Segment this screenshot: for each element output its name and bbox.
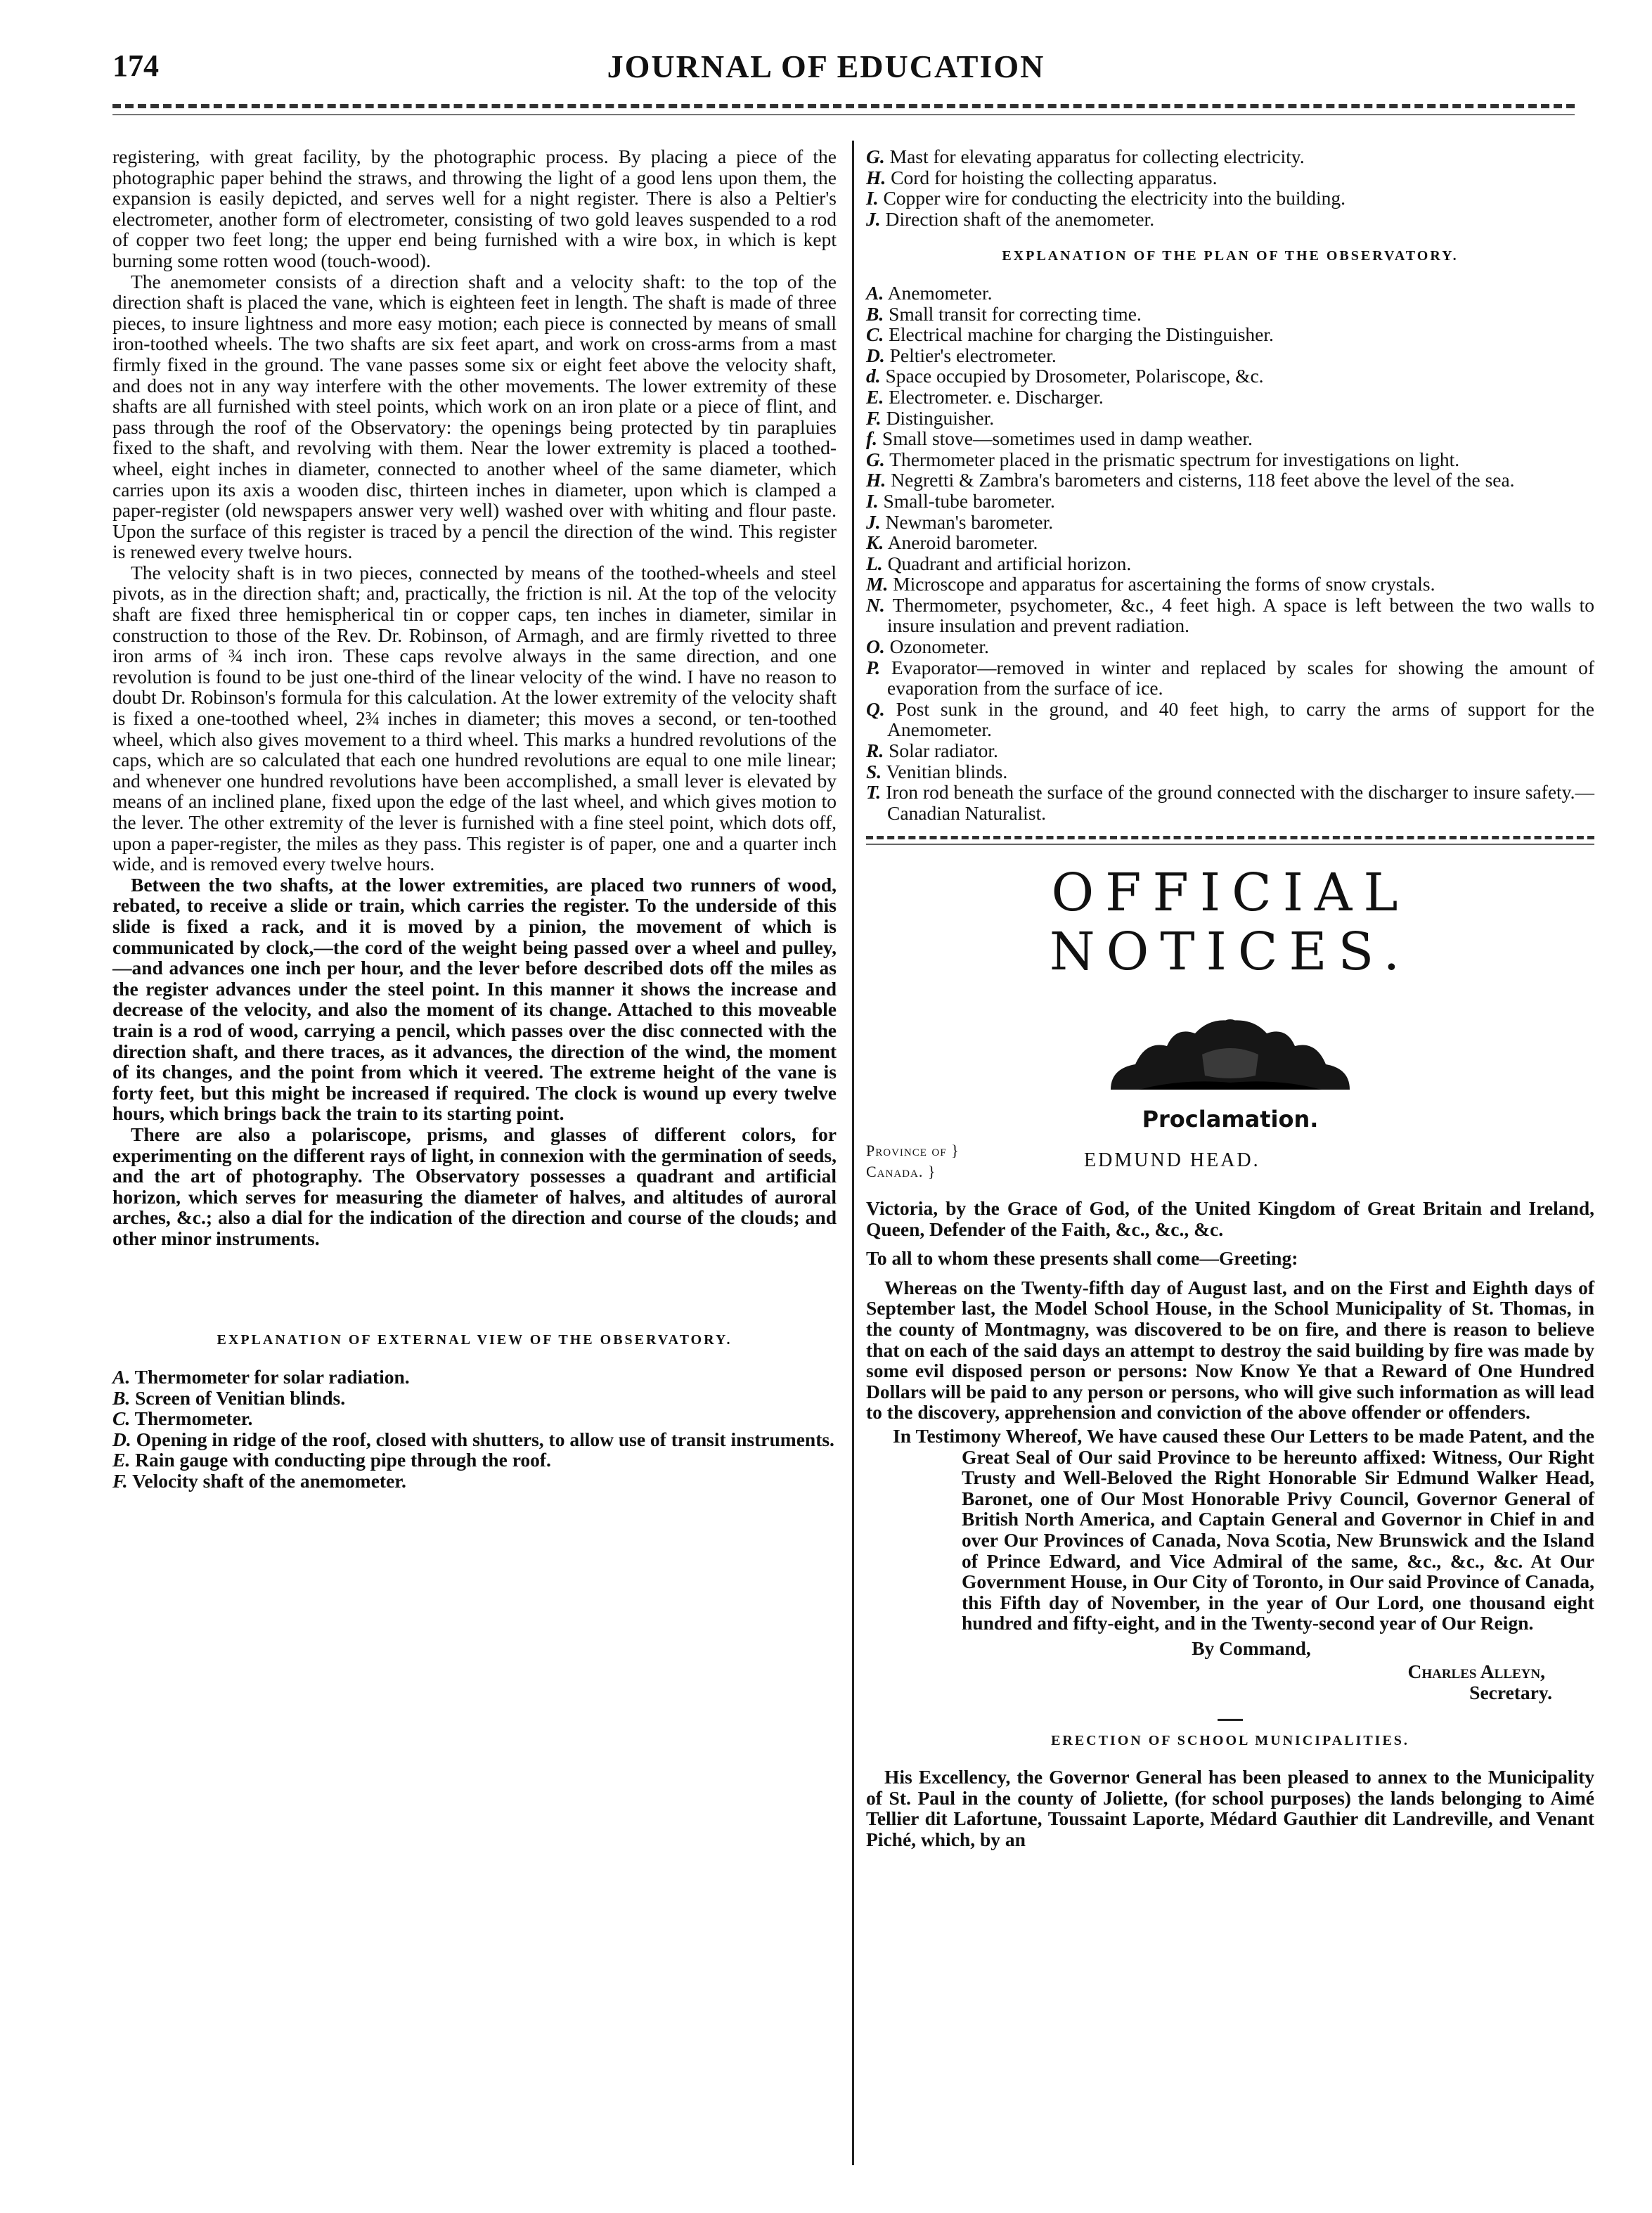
section-rule-thin xyxy=(866,844,1594,845)
legend-item: B. Small transit for correcting time. xyxy=(866,302,1142,325)
legend-item: D. Peltier's electrometer. xyxy=(866,344,1057,366)
external-view-legend xyxy=(112,1367,837,1492)
legend-item: I. Small-tube barometer. xyxy=(866,489,1055,512)
legend-item: N. Thermometer, psychometer, &c., 4 feet high. A space is left between the two walls to insure insulation and prevent radiation. xyxy=(866,593,1594,637)
legend-item: J. Direction shaft of the anemometer. xyxy=(866,207,1155,230)
legend-item: f. Small stove—sometimes used in damp weather. xyxy=(866,427,1253,450)
paragraph-polariscope: There are also a polariscope, prisms, and glasses of different colors, for experimenting on the different rays of light, in connexion with the germination of seeds, and the art of photography. The Observatory possesses a quadrant and artificial horizon, which serves for measuring the diameter of halves, and altitudes of auroral arches, &c.; also a dial for the indication of the direction and course of the clouds; and other minor instruments. xyxy=(112,1123,837,1249)
legend-item: K. Aneroid barometer. xyxy=(866,531,1038,554)
paragraph-photographic-register: registering, with great facility, by the photographic process. By placing a piece of the photographic paper behind the straws, and throwing the light of a good lens upon them, the expansion is easily depicted, and serves well for a night register. There is also a Peltier's electrometer, another form of electrometer, consisting of two gold leaves suspended to a rod of copper two feet long; the upper end being furnished with a wire box, in which is kept burning some rotten wood (touch-wood). xyxy=(112,146,837,271)
by-command: By Command, xyxy=(1192,1637,1311,1659)
royal-crest-icon xyxy=(1097,1005,1364,1097)
legend-item: O. Ozonometer. xyxy=(866,635,989,658)
header-rule-thin xyxy=(112,114,1575,115)
signer-title: Secretary. xyxy=(1469,1682,1552,1704)
legend-item: S. Venitian blinds. xyxy=(866,760,1008,782)
legend-item: T. Iron rod beneath the surface of the ground connected with the discharger to insure safety.—Canadian Naturalist. xyxy=(866,781,1595,824)
governor-name: EDMUND HEAD. xyxy=(1084,1149,1260,1171)
legend-item: L. Quadrant and artificial horizon. xyxy=(866,552,1132,574)
legend-item: I. Copper wire for conducting the electricity into the building. xyxy=(866,187,1346,209)
legend-item: B. Screen of Venitian blinds. xyxy=(112,1386,346,1409)
erection-paragraph: His Excellency, the Governor General has been pleased to annex to the Municipality of St. Paul in the county of Joliette, (for school purposes) the lands belonging to Aimé Tellier dit Lafortune, Toussaint Laporte, Médard Gauthier dit Landreville, and Venant Piché, which, by an xyxy=(866,1766,1594,1851)
testimony-paragraph: In Testimony Whereof, We have caused these Our Letters to be made Patent, and the Great Seal of Our said Province to be hereunto affixed: Witness, Our Right Trusty and Well-Beloved the Right Honorable Sir Edmund Walker Head, Baronet, one of Our Most Honorable Privy Council, Governor General of British North America, and Captain General and Governor in Chief in and over Our Provinces of Canada, Nova Scotia, New Brunswick and the Island of Prince Edward, and Vice Admiral of the same, &c., &c., &c. At Our Government House, in Our City of Toronto, in Our said Province of Canada, this Fifth day of November, in the year of Our Lord, one thousand eight hundred and fifty-eight, and in the Twenty-second year of Our Reign. xyxy=(893,1424,1594,1634)
legend-item: G. Mast for elevating apparatus for collecting electricity. xyxy=(866,146,1305,167)
legend-item: P. Evaporator—removed in winter and replaced by scales for showing the amount of evaporation from the surface of ice. xyxy=(866,656,1594,699)
proclamation-header xyxy=(866,1140,1594,1182)
paragraph-velocity-shaft: The velocity shaft is in two pieces, connected by means of the toothed-wheels and steel pivots, as in the direction shaft; and, practically, the friction is nil. At the top of the velocity shaft are fixed three hemispherical tin or copper caps, ten inches in diameter, similar in construction to those of the Rev. Dr. Robinson, of Armagh, and are firmly rivetted to three iron arms of ¾ inch iron. These caps revolve always in the same direction, and one revolution is found to be just one-third of the linear velocity of the wind. I have no reason to doubt Dr. Robinson's formula for this calculation. At the lower extremity of the velocity shaft is fixed a one-toothed wheel, 2¾ inches in diameter; this moves a second, or ten-toothed wheel, which also gives movement to a third wheel. This marks a hundred revolutions of the caps, which are so calculated that each one hundred revolutions are equal to one mile linear; and whenever one hundred revolutions have been accomplished, a small lever is elevated by means of an inclined plane, fixed upon the edge of the last wheel, and which gives motion to the lever. The other extremity of the lever is furnished with a fine steel point, which dots off, upon a paper-register, the miles as they pass. This register is of paper, one and a quarter inch wide, and is removed every twelve hours. xyxy=(112,561,837,875)
legend-item: J. Newman's barometer. xyxy=(866,510,1054,533)
legend-item: E. Electrometer. e. Discharger. xyxy=(866,385,1104,408)
legend-item: Q. Post sunk in the ground, and 40 feet high, to carry the arms of support for the Anemometer. xyxy=(866,697,1595,741)
erection-heading: ERECTION OF SCHOOL MUNICIPALITIES. xyxy=(1051,1732,1409,1748)
legend-item: H. Negretti & Zambra's barometers and cisterns, 118 feet above the level of the sea. xyxy=(866,469,1515,491)
plan-heading: EXPLANATION OF THE PLAN OF THE OBSERVATORY. xyxy=(1002,248,1459,264)
legend-item: H. Cord for hoisting the collecting apparatus. xyxy=(866,166,1218,188)
greeting: To all to whom these presents shall come—Greeting: xyxy=(866,1247,1298,1270)
column-divider xyxy=(852,141,854,2165)
legend-item: M. Microscope and apparatus for ascertaining the forms of snow crystals. xyxy=(866,573,1435,595)
whereas-paragraph: Whereas on the Twenty-fifth day of August last, and on the First and Eighth days of September last, the Model School House, in the School Municipality of St. Thomas, in the county of Montmagny, was discovered to be on fire, and there is reason to believe that on each of the said days an attempt to destroy the said building by fire was made by some evil disposed person or persons: Now Know Ye that a Reward of One Hundred Dollars will be paid to any person or persons, who will give such information as will lead to the discovery, apprehension and conviction of the above offender or offenders. xyxy=(866,1276,1594,1424)
page-number: 174 xyxy=(112,49,159,83)
victoria-salutation: Victoria, by the Grace of God, of the United Kingdom of Great Britain and Ireland, Queen, Defender of the Faith, &c., &c., &c. xyxy=(866,1197,1594,1240)
right-column xyxy=(866,146,1594,1850)
legend-item: A. Thermometer for solar radiation. xyxy=(112,1366,410,1388)
legend-item: d. Space occupied by Drosometer, Polariscope, &c. xyxy=(866,365,1264,387)
paragraph-anemometer: The anemometer consists of a direction shaft and a velocity shaft: to the top of the direction shaft is placed the vane, which is eighteen feet in length. The shaft is made of three pieces, to insure lightness and more easy motion; each piece is connected by means of small iron-toothed wheels. The two shafts are six feet apart, and work on cross-arms from a mast firmly fixed in the ground. The vane passes some six or eight feet above the velocity shaft, and does not in any way interfere with the other movements. The lower extremity of these shafts are all furnished with steel points, which work on an iron plate or a piece of flint, and pass through the roof of the Observatory: the openings being protected by tin parapluies fixed to the shaft, and revolving with them. Near the lower extremity is placed a toothed-wheel, eight inches in diameter, connected to another wheel of the same diameter, which carries upon its axis a wooden disc, thirteen inches in diameter, upon which is clamped a paper-register (old newspapers answer very well) washed over with whiting and flour paste. Upon the surface of this register is traced by a pencil the direction of the wind. This register is renewed every twelve hours. xyxy=(112,270,837,563)
legend-item: D. Opening in ridge of the roof, closed with shutters, to allow use of transit instruments. xyxy=(112,1428,834,1450)
section-rule xyxy=(866,836,1594,839)
legend-item: R. Solar radiator. xyxy=(866,740,998,762)
signer-name: Charles Alleyn, xyxy=(1407,1660,1545,1683)
official-notices-title: OFFICIAL NOTICES. xyxy=(1049,863,1412,983)
paragraph-between-shafts: Between the two shafts, at the lower extremities, are placed two runners of wood, rebated, to receive a slide or train, which carries the register. To the underside of this slide is fixed a rack, and it is moved by a pinion, the movement of which is communicated by clock,—the cord of the weight being passed over a wheel and pulley,—and advances one inch per hour, and the lever before described dots off the miles as the register advances under the steel point. In this manner it shows the increase and decrease of the velocity, and also the moment of its change. Attached to this moveable train is a rod of wood, carrying a pencil, which passes over the disc connected with the direction shaft, and there traces, as it advances, the direction of the wind, the moment of its changes, and the point from which it veered. The extreme height of the vane is forty feet, but this might be increased if required. The clock is wound up every twelve hours, which brings back the train to its starting point. xyxy=(112,873,837,1125)
legend-item: A. Anemometer. xyxy=(866,281,993,304)
header-rule xyxy=(112,104,1575,108)
external-view-heading: EXPLANATION OF EXTERNAL VIEW OF THE OBSERVATORY. xyxy=(217,1332,733,1348)
left-column xyxy=(112,146,837,1492)
plan-legend xyxy=(866,283,1594,823)
legend-item: C. Thermometer. xyxy=(112,1407,253,1430)
legend-item: G. Thermometer placed in the prismatic spectrum for investigations on light. xyxy=(866,448,1460,470)
proclamation-heading: Proclamation. xyxy=(1142,1106,1319,1133)
legend-item: E. Rain gauge with conducting pipe through the roof. xyxy=(112,1449,551,1471)
running-head: JOURNAL OF EDUCATION xyxy=(607,49,1045,84)
external-view-legend-continued xyxy=(866,146,1594,229)
legend-item: F. Distinguisher. xyxy=(866,406,995,429)
legend-item: C. Electrical machine for charging the Distinguisher. xyxy=(866,323,1274,346)
province-label: Province of } Canada. } xyxy=(866,1142,960,1180)
legend-item: F. Velocity shaft of the anemometer. xyxy=(112,1470,406,1492)
section-dash xyxy=(1218,1719,1243,1721)
